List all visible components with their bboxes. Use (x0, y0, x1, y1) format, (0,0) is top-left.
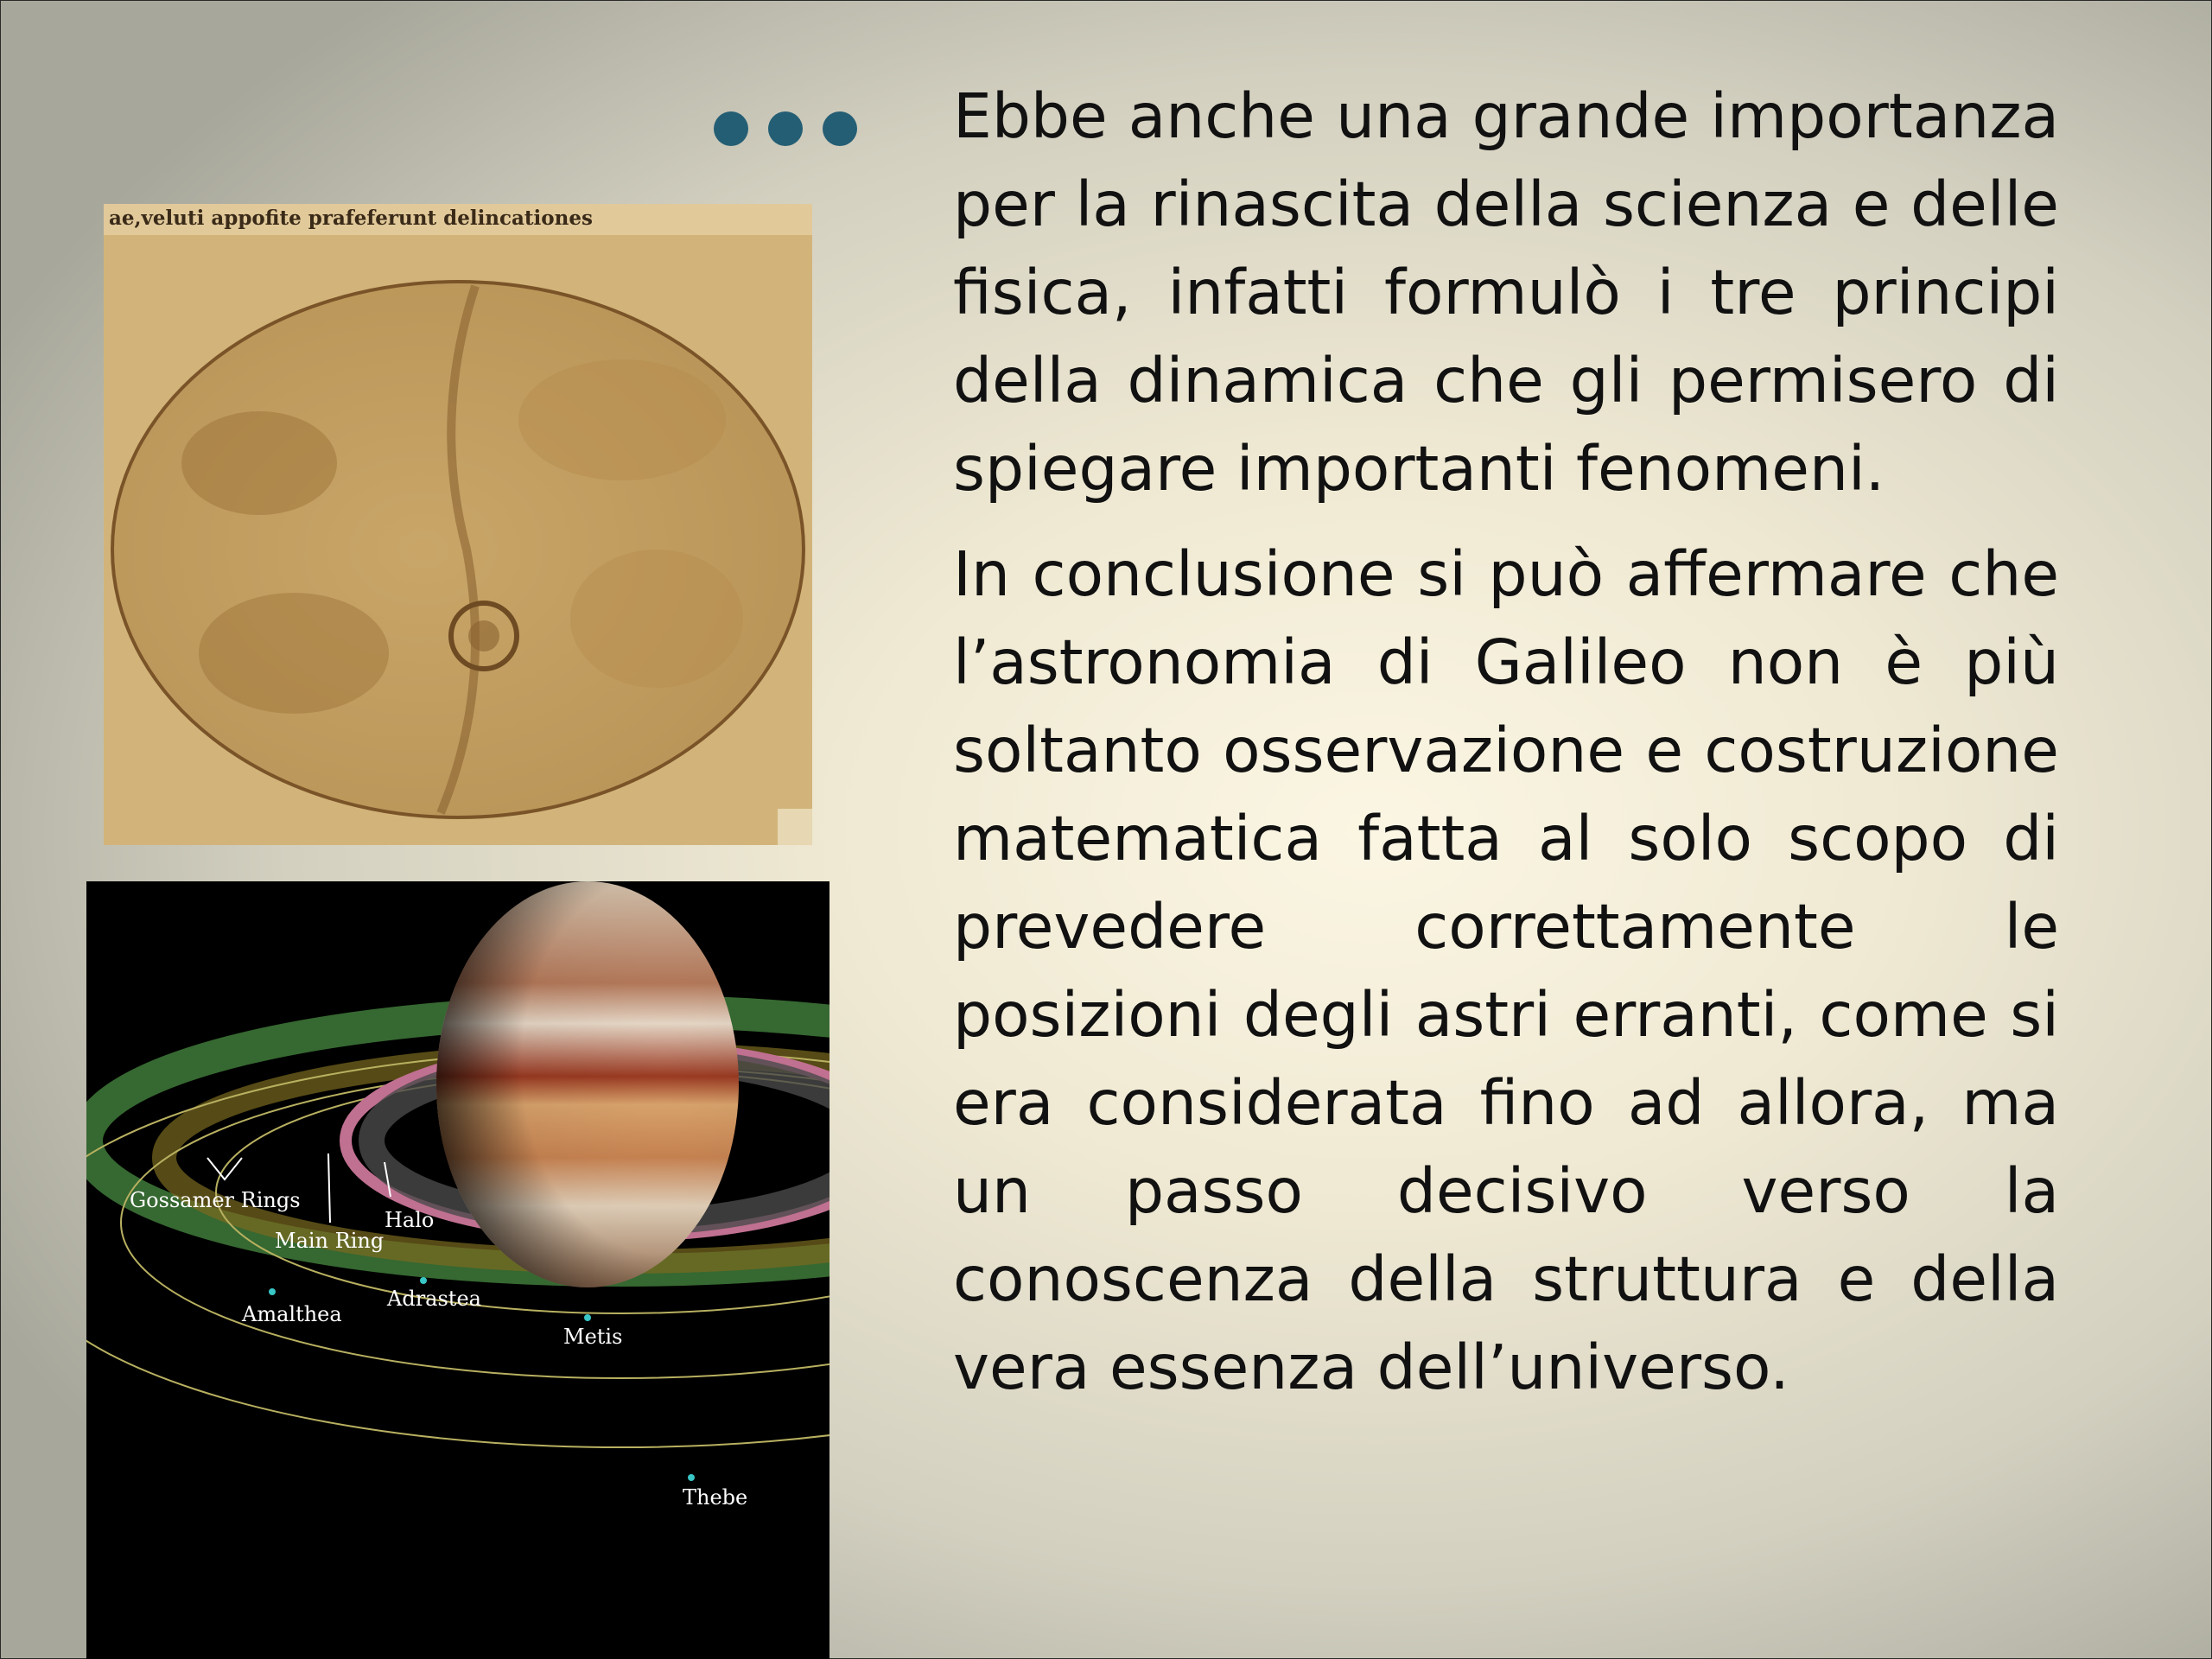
label-halo: Halo (385, 1208, 435, 1232)
label-amalthea: Amalthea (242, 1302, 342, 1326)
paragraph-dynamics: Ebbe anche una grande importanza per la rinascita della scienza e delle fisica, infatti formulò i tre principi della dinamica che gli permisero di spiegare importanti fenomeni. (953, 80, 2059, 505)
label-main-ring: Main Ring (275, 1229, 385, 1253)
moon-drawing-image (104, 204, 812, 845)
slide-body (953, 73, 2059, 1429)
moon-drawing-graphic (104, 204, 812, 845)
ellipsis-dot (768, 111, 803, 146)
label-gossamer-rings: Gossamer Rings (130, 1188, 301, 1212)
jupiter-rings-graphic (86, 881, 830, 1659)
paragraph-conclusion: In conclusione si può affermare che l’astronomia di Galileo non è più soltanto osservazione e costruzione matematica fatta al solo scopo di prevedere correttamente le posizioni degli astri erranti, come si era considerata fino ad allora, ma un passo decisivo verso la conoscenza della struttura e della vera essenza dell’universo. (953, 538, 2059, 1403)
ellipsis-dot (823, 111, 857, 146)
ellipsis-dot (714, 111, 748, 146)
ellipsis-title (714, 107, 857, 150)
label-adrastea: Adrastea (387, 1287, 481, 1311)
moon-caption-strip: ae,veluti appofite prafeferunt delincationes (109, 207, 593, 230)
jupiter-rings-image (86, 881, 830, 1659)
label-metis: Metis (563, 1325, 623, 1349)
label-thebe: Thebe (683, 1485, 748, 1510)
